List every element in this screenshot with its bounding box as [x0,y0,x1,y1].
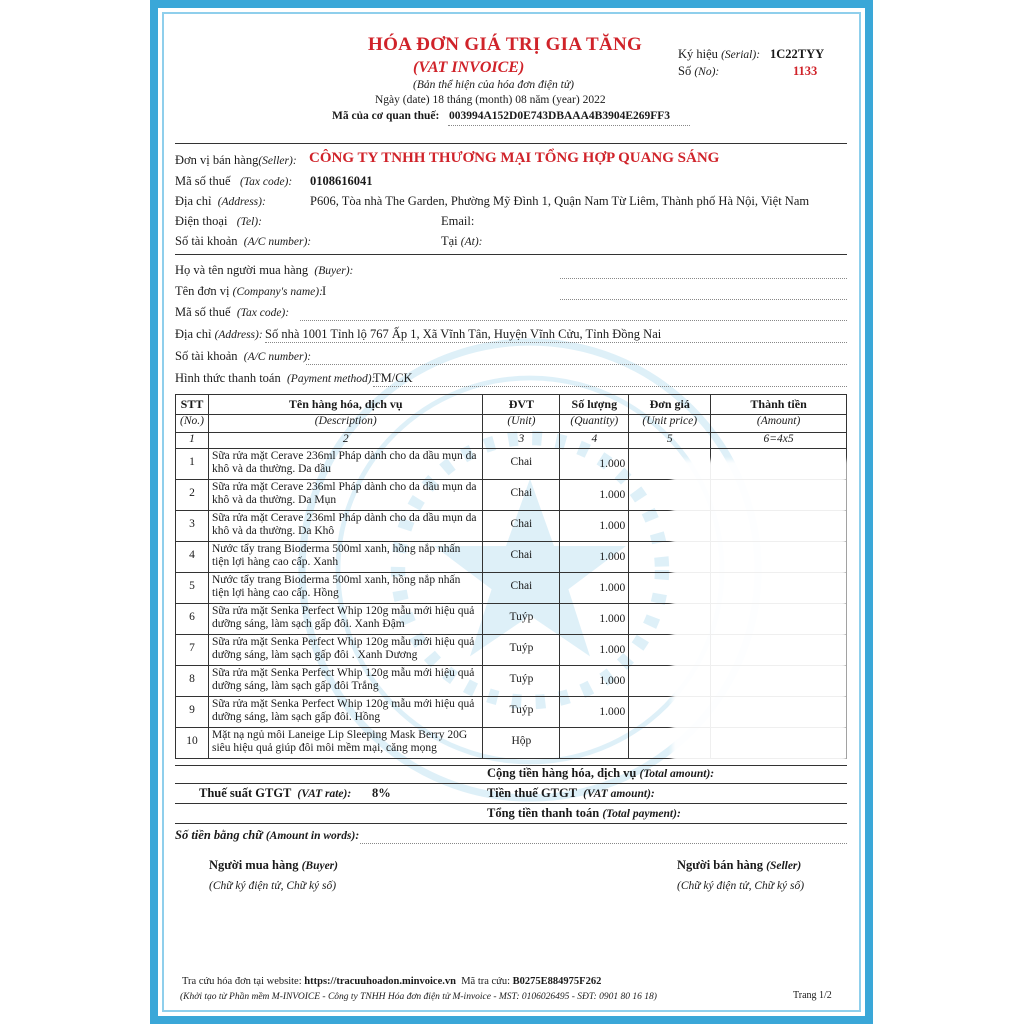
cell-unit: Chai [483,511,560,542]
total-amount-label: Cộng tiền hàng hóa, dịch vụ (Total amount): [487,766,715,780]
buyer-payment-label: Hình thức thanh toán (Payment method): [175,371,376,385]
invoice-subtitle: (VAT INVOICE) [413,59,525,76]
cell-qty: 1.000 [560,604,629,635]
buyer-sign-note: (Chữ ký điện tử, Chữ ký số) [209,880,337,892]
col-sub-amount: (Amount) [711,415,847,433]
seller-address-label: Địa chỉ (Address): [175,194,266,208]
cell-unit: Chai [483,449,560,480]
cell-unit: Chai [483,480,560,511]
invoice-date: Ngày (date) 18 tháng (month) 08 năm (year) 2022 [375,94,606,106]
cell-qty [560,728,629,759]
vat-amount-label: Tiền thuế GTGT (VAT amount): [487,786,655,800]
cell-qty: 1.000 [560,697,629,728]
cell-no: 2 [176,480,209,511]
tax-authority-code: 003994A152D0E743DBAAA4B3904E269FF3 [449,110,671,122]
cell-unit: Tuýp [483,604,560,635]
cell-no: 4 [176,542,209,573]
vat-rate-value: 8% [372,786,391,800]
cell-unit: Chai [483,573,560,604]
cell-no: 8 [176,666,209,697]
cell-desc: Sữa rửa mặt Senka Perfect Whip 120g mẫu mới hiệu quả dưỡng sáng, làm sạch gấp đôi . Xanh Dương [208,635,482,666]
seller-bank-label: Tại (At): [441,234,483,248]
cell-no: 9 [176,697,209,728]
lookup-line: Tra cứu hóa đơn tại website: https://tracuuhoadon.minvoice.vn Mã tra cứu: B0275E884975F262 [182,976,602,987]
cell-desc: Nước tẩy trang Bioderma 500ml xanh, hồng nắp nhấn tiện lợi hàng cao cấp. Xanh [208,542,482,573]
cell-no: 7 [176,635,209,666]
cell-qty: 1.000 [560,666,629,697]
number-value: 1133 [793,64,818,78]
number-label: Số (No): [678,64,720,78]
col-sub-qty: (Quantity) [560,415,629,433]
buyer-address-label: Địa chỉ (Address): [175,327,263,341]
lookup-code: B0275E884975F262 [512,976,602,987]
cell-desc: Sữa rửa mặt Cerave 236ml Pháp dành cho da dầu mụn da khô và da thường. Da Khô [208,511,482,542]
cell-no: 5 [176,573,209,604]
seller-account-label: Số tài khoản (A/C number): [175,234,312,248]
col-sub-price: (Unit price) [629,415,711,433]
cell-desc: Nước tẩy trang Bioderma 500ml xanh, hồng nắp nhấn tiện lợi hàng cao cấp. Hồng [208,573,482,604]
index-no: 1 [176,433,209,449]
buyer-company-label: Tên đơn vị (Company's name): [175,284,323,298]
seller-tax-code: 0108616041 [310,174,373,188]
cell-unit: Hộp [483,728,560,759]
buyer-address: Số nhà 1001 Tỉnh lộ 767 Ấp 1, Xã Vĩnh Tân, Huyện Vĩnh Cửu, Tỉnh Đồng Nai [265,327,662,341]
payment-total-label: Tổng tiền thanh toán (Total payment): [487,806,681,820]
index-price: 5 [629,433,711,449]
col-header-desc: Tên hàng hóa, dịch vụ [208,395,482,415]
cell-no: 6 [176,604,209,635]
seller-email-label: Email: [441,214,475,228]
cell-desc: Mặt nạ ngủ môi Laneige Lip Sleeping Mask Berry 20G siêu hiệu quả giúp đôi môi mềm mại, căng mọng [208,728,482,759]
col-sub-no: (No.) [176,415,209,433]
buyer-account-label: Số tài khoản (A/C number): [175,349,312,363]
buyer-company-value: I [322,284,327,298]
cell-qty: 1.000 [560,511,629,542]
vat-rate-label: Thuế suất GTGT (VAT rate): [199,786,352,800]
index-amount: 6=4x5 [711,433,847,449]
col-sub-unit: (Unit) [483,415,560,433]
cell-unit: Tuýp [483,635,560,666]
cell-desc: Sữa rửa mặt Cerave 236ml Pháp dành cho da dầu mụn da khô và da thường. Da Mụn [208,480,482,511]
seller-tax-label: Mã số thuế (Tax code): [175,174,293,188]
cell-unit: Tuýp [483,697,560,728]
cell-desc: Sữa rửa mặt Senka Perfect Whip 120g mẫu mới hiệu quả dưỡng sáng, làm sạch gấp đôi Trắng [208,666,482,697]
serial-value: 1C22TYY [770,47,825,61]
index-unit: 3 [483,433,560,449]
cell-desc: Sữa rửa mặt Senka Perfect Whip 120g mẫu mới hiệu quả dưỡng sáng, làm sạch gấp đôi. Hồng [208,697,482,728]
lookup-url[interactable]: https://tracuuhoadon.minvoice.vn [304,976,456,987]
amount-words-label: Số tiền bằng chữ (Amount in words): [175,828,360,842]
cell-unit: Chai [483,542,560,573]
cell-no: 10 [176,728,209,759]
index-qty: 4 [560,433,629,449]
cell-no: 3 [176,511,209,542]
col-header-unit: ĐVT [483,395,560,415]
buyer-payment-value: TM/CK [373,371,413,385]
col-sub-desc: (Description) [208,415,482,433]
cell-unit: Tuýp [483,666,560,697]
generator-note: (Khởi tạo từ Phần mềm M-INVOICE - Công ty TNHH Hóa đơn điện tử M-invoice - MST: 0106026495 - SĐT: 0901 80 16 18) [180,992,657,1002]
serial-label: Ký hiệu (Serial): [678,47,761,61]
cell-qty: 1.000 [560,542,629,573]
page-number: Trang 1/2 [793,990,832,1001]
seller-name-label: Đơn vị bán hàng(Seller): [175,153,297,167]
cell-qty: 1.000 [560,449,629,480]
seller-name: CÔNG TY TNHH THƯƠNG MẠI TỔNG HỢP QUANG SÁNG [309,150,720,166]
invoice-title: HÓA ĐƠN GIÁ TRỊ GIA TĂNG [368,34,643,55]
seller-sign-note: (Chữ ký điện tử, Chữ ký số) [677,880,805,892]
col-header-qty: Số lượng [560,395,629,415]
seller-phone-label: Điện thoại (Tel): [175,214,262,228]
cell-qty: 1.000 [560,480,629,511]
index-desc: 2 [208,433,482,449]
buyer-name-label: Họ và tên người mua hàng (Buyer): [175,263,354,277]
cell-desc: Sữa rửa mặt Cerave 236ml Pháp dành cho da dầu mụn da khô và da thường. Da dầu [208,449,482,480]
col-header-amount: Thành tiền [711,395,847,415]
seller-address: P606, Tòa nhà The Garden, Phường Mỹ Đình 1, Quận Nam Từ Liêm, Thành phố Hà Nội, Việt Nam [310,194,810,208]
tax-authority-label: Mã của cơ quan thuế: [332,110,440,122]
invoice-note: (Bản thể hiện của hóa đơn điện tử) [413,79,574,91]
cell-qty: 1.000 [560,573,629,604]
seller-sign-label: Người bán hàng (Seller) [677,858,802,872]
cell-qty: 1.000 [560,635,629,666]
cell-desc: Sữa rửa mặt Senka Perfect Whip 120g mẫu mới hiệu quả dưỡng sáng, làm sạch gấp đôi. Xanh Đậm [208,604,482,635]
col-header-no: STT [176,395,209,415]
col-header-price: Đơn giá [629,395,711,415]
buyer-sign-label: Người mua hàng (Buyer) [209,858,338,872]
cell-no: 1 [176,449,209,480]
buyer-tax-label: Mã số thuế (Tax code): [175,305,290,319]
